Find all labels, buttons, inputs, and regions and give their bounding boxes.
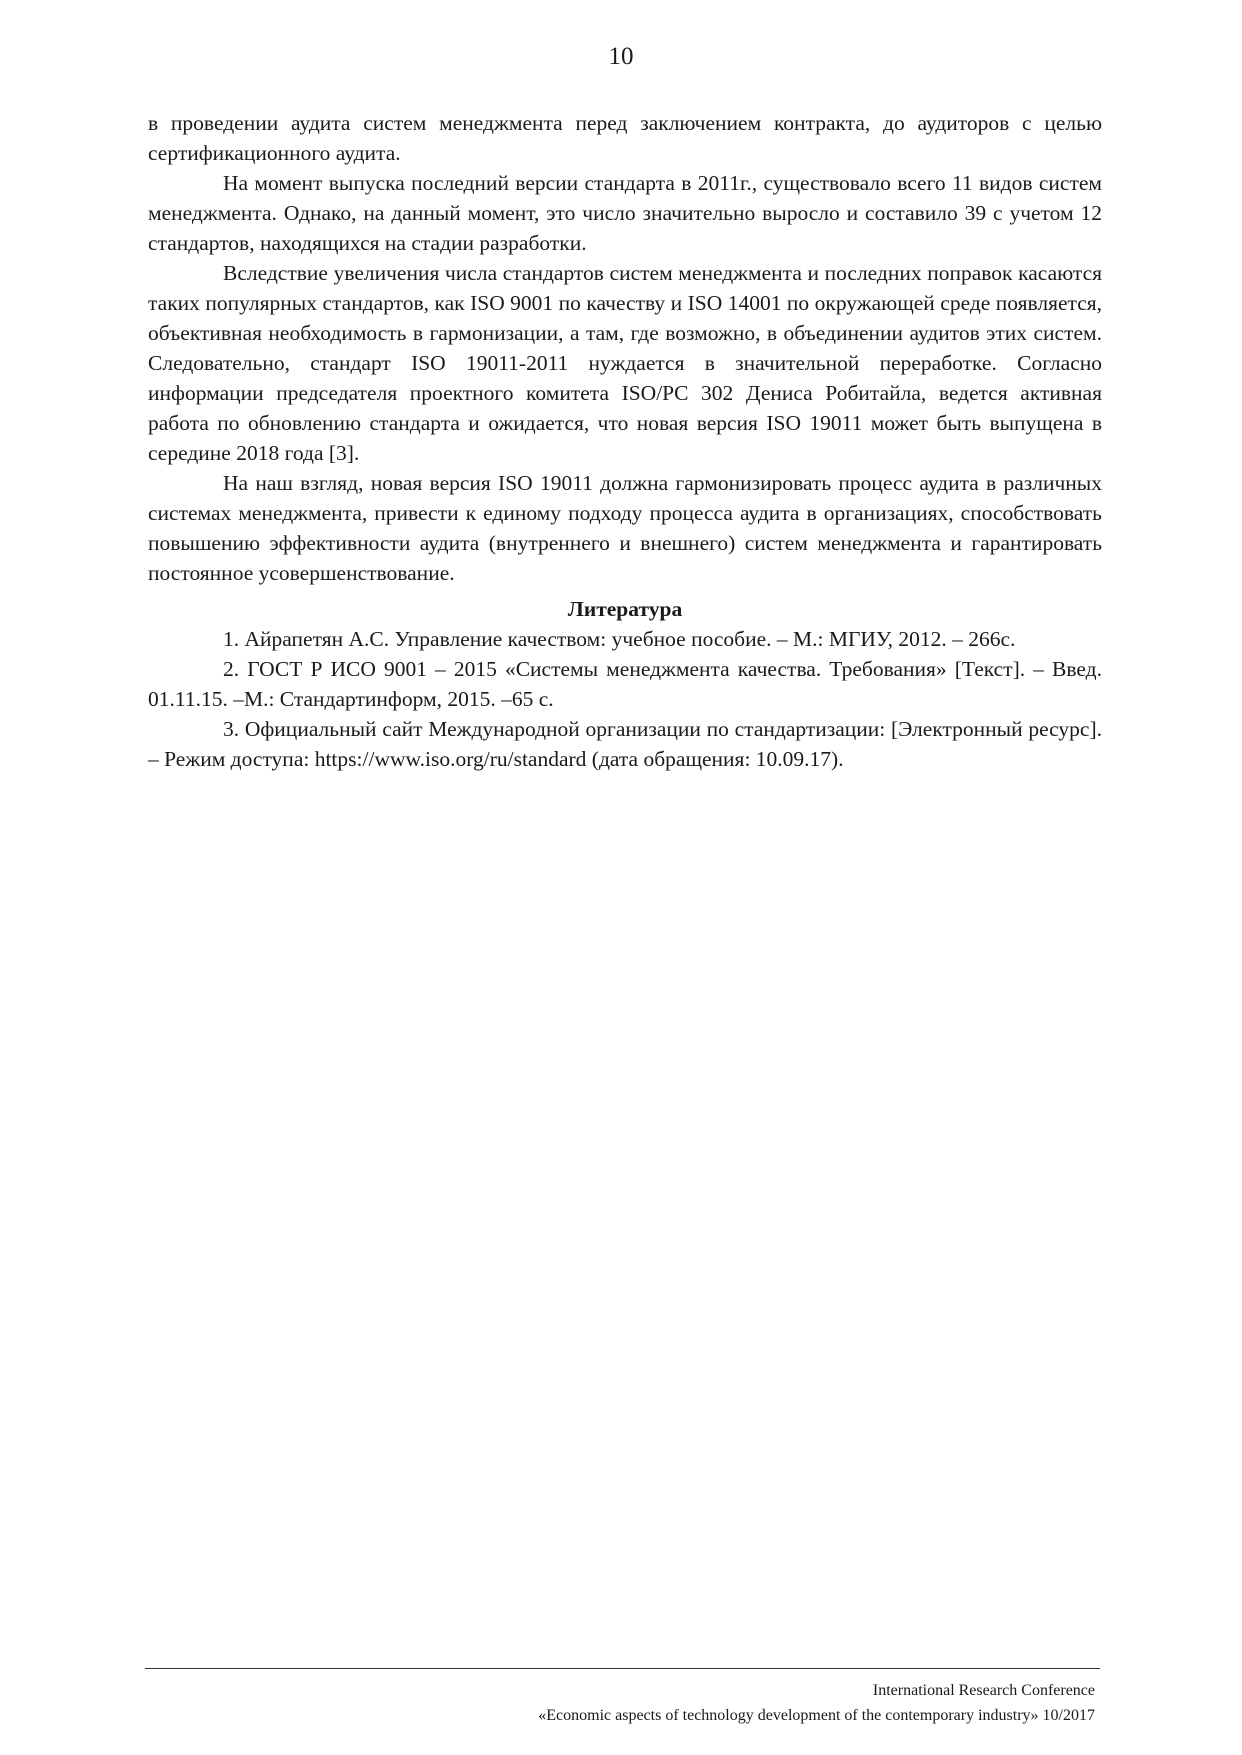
- footer-conference-subtitle: «Economic aspects of technology development of the contemporary industry» 10/2017: [538, 1707, 1095, 1724]
- footer: [145, 1678, 1095, 1728]
- page-number: 10: [608, 43, 634, 70]
- body-text: [148, 108, 1102, 774]
- paragraph: Вследствие увеличения числа стандартов систем менеджмента и последних поправок касаются таких популярных стандартов, как ISO 9001 по качеству и ISO 14001 по окружающей среде появляется, объективная необходимость в гармонизации, а там, где возможно, в объединении аудитов этих систем. Следовательно, стандарт ISO 19011-2011 нуждается в значительной переработке. Согласно информации председателя проектного комитета ISO/PC 302 Дениса Робитайла, ведется активная работа по обновлению стандарта и ожидается, что новая версия ISO 19011 может быть выпущена в середине 2018 года [3].: [148, 261, 1102, 465]
- paragraph: На момент выпуска последний версии стандарта в 2011г., существовало всего 11 видов систем менеджмента. Однако, на данный момент, это число значительно выросло и составило 39 с учетом 12 стандартов, находящихся на стадии разработки.: [148, 171, 1102, 255]
- reference-item: 1. Айрапетян А.С. Управление качеством: учебное пособие. – М.: МГИУ, 2012. – 266с.: [223, 627, 1016, 651]
- footer-conference-title: International Research Conference: [872, 1682, 1095, 1699]
- reference-item: 2. ГОСТ Р ИСО 9001 – 2015 «Системы менеджмента качества. Требования» [Текст]. – Введ. 01.11.15. –М.: Стандартинформ, 2015. –65 с.: [148, 657, 1102, 711]
- reference-item: 3. Официальный сайт Международной организации по стандартизации: [Электронный ресурс]. – Режим доступа: https://www.iso.org/ru/standard (дата обращения: 10.09.17).: [148, 717, 1102, 771]
- paragraph: в проведении аудита систем менеджмента перед заключением контракта, до аудиторов с целью сертификационного аудита.: [148, 111, 1102, 165]
- references-list: [148, 624, 1102, 774]
- footer-divider: [145, 1668, 1100, 1669]
- paragraph: На наш взгляд, новая версия ISO 19011 должна гармонизировать процесс аудита в различных системах менеджмента, привести к единому подходу процесса аудита в организациях, способствовать повышению эффективности аудита (внутреннего и внешнего) систем менеджмента и гарантировать постоянное усовершенствование.: [148, 471, 1102, 585]
- references-heading: Литература: [567, 597, 683, 621]
